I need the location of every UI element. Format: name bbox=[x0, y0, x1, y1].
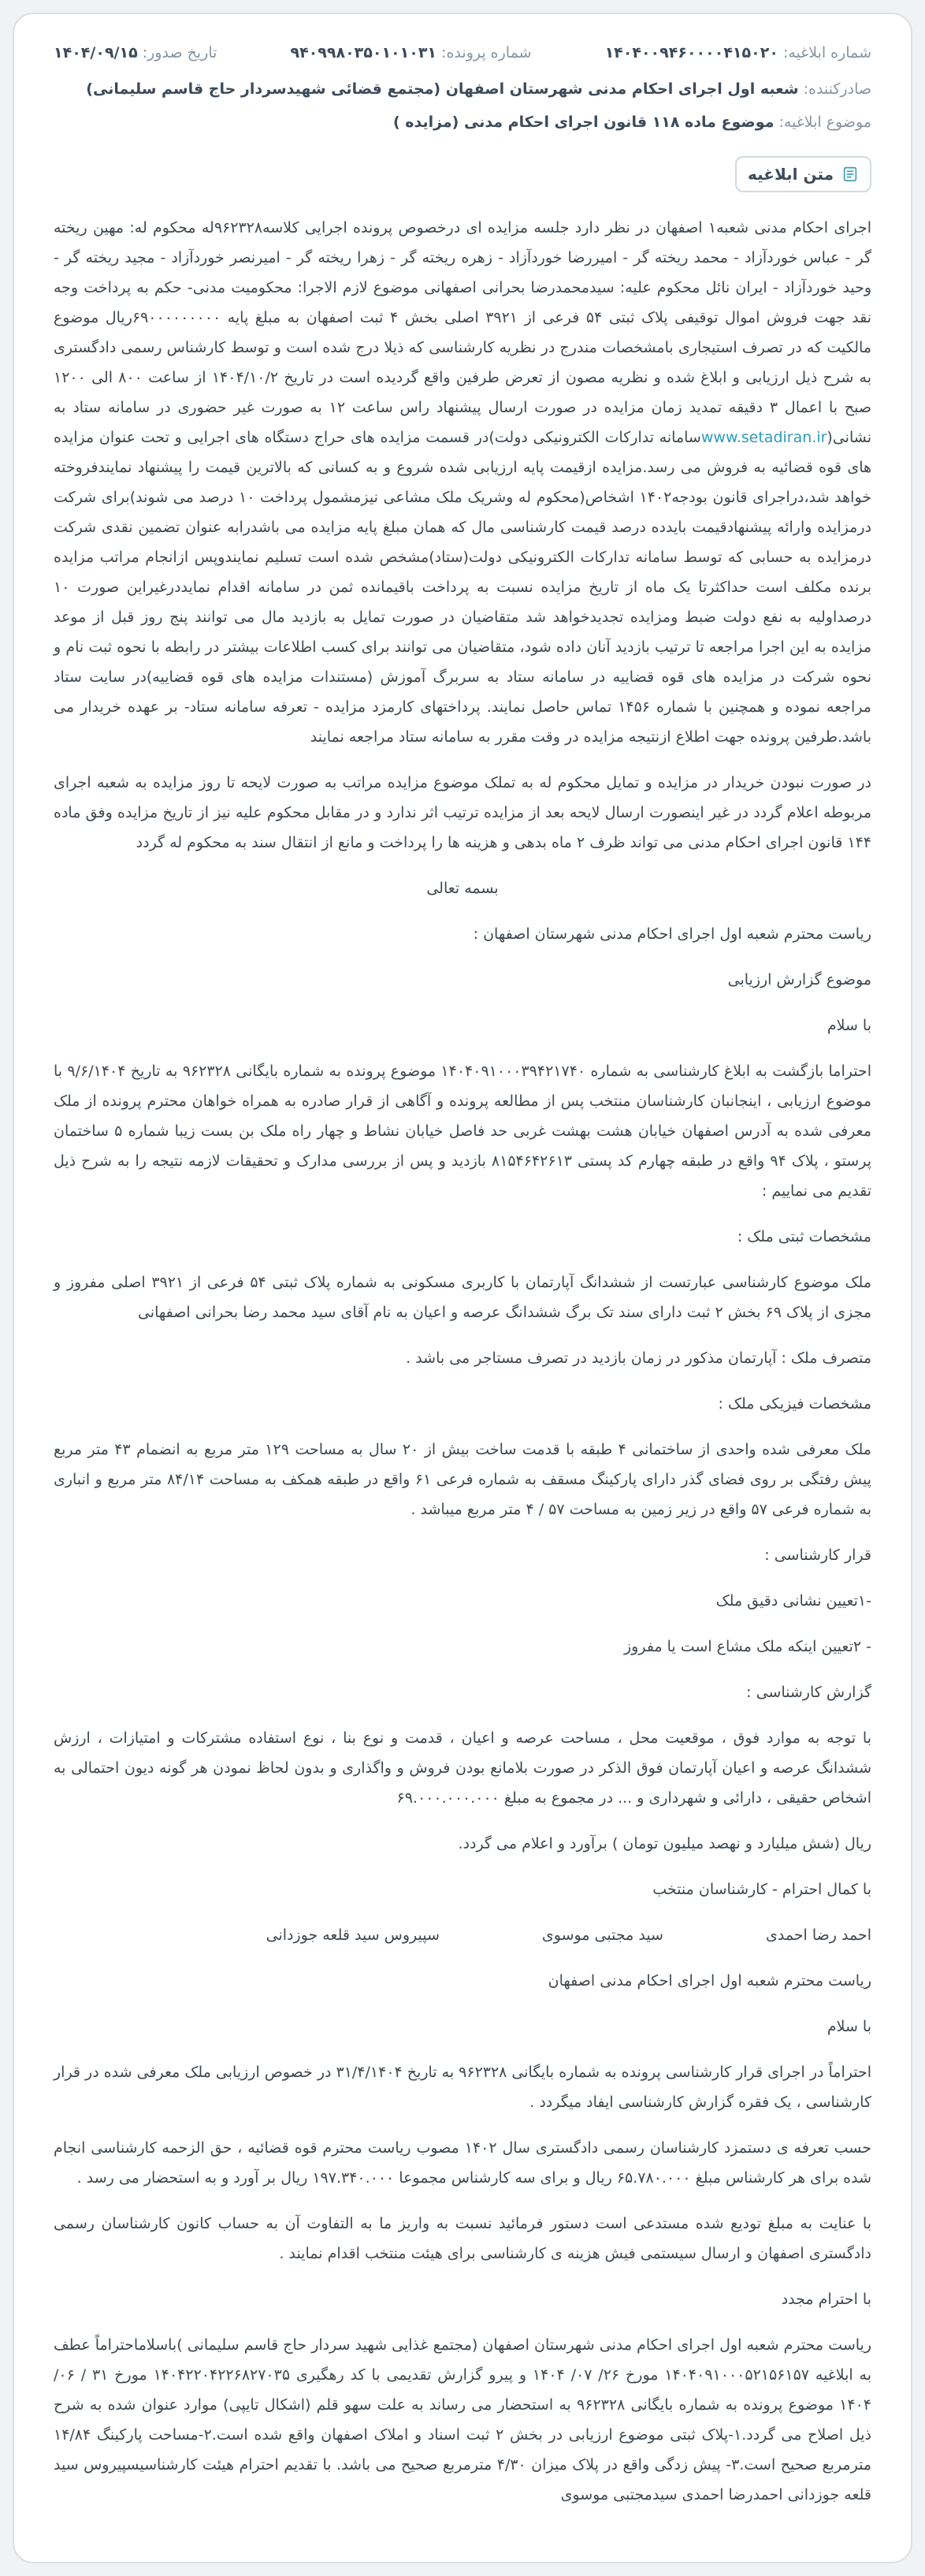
document-icon bbox=[841, 166, 859, 183]
expert-signature: احمد رضا احمدی bbox=[765, 1926, 871, 1944]
registry-specs-paragraph: ملک موضوع کارشناسی عبارتست از ششدانگ آپارتمان با کاربری مسکونی به شماره پلاک ثبتی ۵۴ فرعی از ۳۹۲۱ اصلی مفروز و مجزی از پلاک ۶۹ بخش ۲ ثبت دارای سند تک برگ ششدانگ عرصه و اعیان به نام آقای سید محمد رضا بحرانی اصفهانی bbox=[54, 1274, 872, 1321]
auction-notice-paragraph bbox=[54, 213, 871, 752]
notice-text-section-header bbox=[735, 156, 871, 192]
notification-card bbox=[13, 13, 912, 2563]
salutation: با سلام bbox=[827, 1017, 871, 1034]
subject-line bbox=[54, 107, 871, 137]
experts-signatures-row bbox=[54, 1920, 871, 1950]
correction-paragraph: ریاست محترم شعبه اول اجرای احکام مدنی شهرستان اصفهان (مجتمع غذایی شهید سردار حاج قاسم سلیمانی )باسلاماحتراماً عطف به ابلاغیه ۱۴۰۴۰۹۱۰۰۰۵۲۱۵۶۱۵۷ مورخ ۲۶/ ۰۷/ ۱۴۰۴ و پیرو گزارش تقدیمی با کد رهگیری ۱۴۰۴۲۲۰۴۲۲۶۸۲۷۰۳۵ مورخ ۳۱ / ۰۶/ ۱۴۰۴ موضوع پرونده به شماره بایگانی ۹۶۲۳۲۸ به استحضار می رساند به علت سهو قلم (اشکال تایپی) موارد عنوان شده به شرح ذیل اصلاح می گردد.۱-پلاک ثبتی موضوع ارزیابی در بخش ۲ ثبت اسناد و املاک اصفهان واقع شده است.۲-مساحت پارکینگ ۱۴/۸۴ مترمربع صحیح است.۳- پیش زدگی واقع در پلاک میزان ۴/۳۰ مترمربع صحیح می باشد. با تقدیم احترام هیئت کارشناسیسپیروس سید قلعه جوزدانی احمدرضا احمدی سیدمجتبی موسوی bbox=[54, 2336, 871, 2503]
expert-report-heading: گزارش کارشناسی : bbox=[746, 1684, 871, 1701]
registry-specs-heading: مشخصات ثبتی ملک : bbox=[737, 1228, 871, 1245]
valuation-paragraph: با توجه به موارد فوق ، موقعیت محل ، مساحت عرصه و اعیان ، قدمت و نوع بنا ، نوع استفاده مشترکات و امتیازات ، ارزش ششدانگ عرصه و اعیان آپارتمان فوق الذکر در صورت بلامانع بودن فروش و واگذاری و بدون لحاظ نمودن هر گونه دیون احتمالی به اشخاص حقیقی ، دارائی و شهرداری و ... در مجموع به مبلغ ۶۹.۰۰۰.۰۰۰.۰۰۰ bbox=[54, 1729, 871, 1807]
case-number bbox=[290, 44, 531, 61]
second-recipient-heading: ریاست محترم شعبه اول اجرای احکام مدنی اصفهان bbox=[548, 1972, 871, 1990]
experts-respect-line: با کمال احترام - کارشناسان منتخب bbox=[652, 1881, 871, 1898]
physical-specs-paragraph: ملک معرفی شده واحدی از ساختمانی ۴ طبقه با قدمت ساخت بیش از ۲۰ سال به مساحت ۱۲۹ متر مربع به انضمام ۴۳ متر مربع پیش رفتگی بر روی فضای گذر دارای پارکینگ مسقف به شماره فرعی ۶۱ واقع در طبقه همکف به مساحت ۸۴/۱۴ متر مربع و انباری به شماره فرعی ۵۷ واقع در زیر زمین به مساحت ۵۷ / ۴ متر مربع میباشد . bbox=[54, 1441, 871, 1518]
occupant-paragraph: متصرف ملک : آپارتمان مذکور در زمان بازدید در تصرف مستاجر می باشد . bbox=[406, 1349, 871, 1367]
notice-number-label: شماره ابلاغیه: bbox=[782, 44, 871, 61]
case-number-label: شماره پرونده: bbox=[441, 44, 532, 61]
basmala: بسمه تعالی bbox=[426, 880, 499, 897]
issuer-value: شعبه اول اجرای احکام مدنی شهرستان اصفهان (مجتمع قضائی شهیدسردار حاج قاسم سلیمانی) bbox=[86, 80, 799, 98]
meta-header-row bbox=[54, 44, 871, 61]
physical-specs-heading: مشخصات فیزیکی ملک : bbox=[718, 1395, 871, 1413]
notice-text-section-title: متن ابلاغیه bbox=[747, 165, 834, 184]
fee-deposit-paragraph: با عنایت به مبلغ تودیع شده مستدعی است دستور فرمائید نسبت به واریز ما به التفاوت آن به حساب کانون کارشناسان رسمی دادگستری اصفهان و ارسال سیستمی فیش هزینه ی کارشناسی برای هیئت منتخب اقدام نمایند . bbox=[54, 2215, 871, 2262]
paragraph-text: سامانه تدارکات الکترونیکی دولت)در قسمت مزایده های حراج دستگاه های اجرایی و تحت عنوان مزایده های قوه قضائیه به فروش می رسد.مزایده ازقیمت پایه ارزیابی شده شروع و به کسانی که بالاترین قیمت را پیشنهاد نمایندفروخته خواهد شد،دراجرای قانون بودجه۱۴۰۲ اشخاص(محکوم له وشریک ملک مشاعی نیزمشمول پرداخت ۱۰ درصد می شوند)برای شرکت درمزایده وارائه پیشنهادقیمت بایدده درصد قیمت کارشناسی مال که همان مبلغ پایه مزایده می باشدرابه عنوان تضمین نقدی شرکت درمزایده به حسابی که توسط سامانه تدارکات الکترونیکی دولت(ستاد)مشخص شده است تسلیم نمایندوپس ازانجام مراتب مزایده برنده مکلف است حداکثرتا یک ماه از تاریخ مزایده نسبت به پرداخت باقیمانده ثمن در سامانه اقدام نمایددرغیراین صورت ۱۰ درصداولیه به نفع دولت ضبط ومزایده تجدیدخواهد شد متقاضیان در صورت تمایل به بازدید مال می توانند پنج روز قبل از موعد مزایده به این اجرا مراجعه تا ترتیب بازدید آنان داده شود، متقاضیان می توانند برای کسب اطلاعات بیشتر در رابطه با نحوه ثبت نام و نحوه شرکت در مزایده های قوه قضاییه در سامانه ستاد به سربرگ آموزش (مستندات مزایده های قوه قضاییه)در سایت ستاد مراجعه نموده و همچنین با شماره ۱۴۵۶ تماس حاصل نمایند. پرداختهای کارمزد مزایده - تعرفه سامانه ستاد- بر عهده خریدار می باشد.طرفین پرونده جهت اطلاع ازنتیجه مزایده در وقت مقرر به سامانه ستاد مراجعه نمایند bbox=[54, 429, 872, 746]
issue-date bbox=[54, 44, 217, 61]
notice-body bbox=[54, 213, 871, 2510]
case-number-value: ۹۴۰۹۹۸۰۳۵۰۱۰۱۰۳۱ bbox=[290, 44, 437, 61]
order-item-1: -۱تعیین نشانی دقیق ملک bbox=[715, 1592, 871, 1610]
expert-signature: سپیروس سید قلعه جوزدانی bbox=[266, 1926, 440, 1944]
report-subject: موضوع گزارش ارزیابی bbox=[727, 971, 871, 988]
issuer-label: صادرکننده: bbox=[803, 80, 871, 98]
paragraph-text: اجرای احکام مدنی شعبه۱ اصفهان در نظر دارد جلسه مزایده ای درخصوص پرونده اجرایی کلاسه۹۶۲۳۲۸له محکوم له: مهین ریخته گر - عباس خوردآزاد - محمد ریخته گر - امیررضا خوردآزاد - زهره ریخته گر - زهرا ریخته گر - امیرنصر خوردآزاد - مجید ریخته گر - وحید خوردآزاد - ایران نائل محکوم علیه: سیدمحمدرضا بحرانی اصفهانی موضوع لازم الاجرا: محکومیت مدنی- حکم به پرداخت وجه نقد جهت فروش اموال توقیفی پلاک ثبتی ۵۴ فرعی از ۳۹۲۱ اصلی بخش ۴ ثبت اصفهان به مبلغ پایه ۶۹۰۰۰۰۰۰۰۰۰ریال موضوع مالکیت که در تصرف استیجاری بامشخصات مندرج در نظریه کارشناسی که ذیلا درج شده است و توسط کارشناس رسمی دادگستری به شرح ذیل ارزیابی و ابلاغ شده و نظریه مصون از تعرض طرفین واقع گردیده است در تاریخ ۱۴۰۴/۱۰/۲ از ساعت ۸۰۰ الی ۱۲۰۰ صبح با اعمال ۳ دقیقه تمدید زمان مزایده در صورت ارسال پیشنهاد راس ساعت ۱۲ به صورت غیر حضوری در سامانه ستاد به نشانی( bbox=[54, 219, 872, 446]
order-item-2: - ۲تعیین اینکه ملک مشاع است یا مفروز bbox=[623, 1638, 871, 1655]
regards-line: با احترام مجدد bbox=[781, 2291, 871, 2308]
subject-value: موضوع ماده ۱۱۸ قانون اجرای احکام مدنی (مزایده ) bbox=[392, 114, 775, 131]
report-recipient-heading: ریاست محترم شعبه اول اجرای احکام مدنی شهرستان اصفهان : bbox=[473, 925, 871, 943]
inspection-intro-paragraph: احتراما بازگشت به ابلاغ کارشناسی به شماره ۱۴۰۴۰۹۱۰۰۰۳۹۴۲۱۷۴۰ موضوع پرونده به شماره بایگانی ۹۶۲۳۲۸ به تاریخ ۹/۶/۱۴۰۴ با موضوع ارزیابی ، اینجانبان کارشناسان منتخب پس از مطالعه پرونده و آگاهی از قرار صادره به همراه خواهان محترم پرونده از ملک معرفی شده به آدرس اصفهان خیابان هشت بهشت غربی حد فاصل خیابان نشاط و چهار راه ملک بن بست زیبا شماره ۵ ساختمان پرستو ، پلاک ۹۴ واقع در طبقه چهارم کد پستی ۸۱۵۴۶۴۲۶۱۳ بازدید و پس از بررسی مدارک و تحقیقات لازمه نتیجه را به شرح ذیل تقدیم می نماییم : bbox=[54, 1063, 872, 1200]
fee-tariff-paragraph: حسب تعرفه ی دستمزد کارشناسان رسمی دادگستری سال ۱۴۰۲ مصوب ریاست محترم قوه قضائیه ، حق الزحمه کارشناسی انجام شده برای هر کارشناس مبلغ ۶۵.۷۸۰.۰۰۰ ریال و برای سه کارشناس مجموعا ۱۹۷.۳۴۰.۰۰۰ ریال بر آورد و به استحضار می رسد . bbox=[54, 2139, 871, 2187]
issue-date-label: تاریخ صدور: bbox=[142, 44, 217, 61]
setadiran-link[interactable]: www.setadiran.ir bbox=[700, 429, 827, 446]
notice-number bbox=[605, 44, 871, 61]
expert-order-heading: قرار کارشناسی : bbox=[764, 1547, 871, 1564]
valuation-amount-words: ریال (شش میلیارد و نهصد میلیون تومان ) برآورد و اعلام می گردد. bbox=[458, 1835, 871, 1852]
no-buyer-paragraph: در صورت نبودن خریدار در مزایده و تمایل محکوم له به تملک موضوع مزایده مراتب به صورت لایحه تا روز مزایده به شعبه اجرای مربوطه اعلام گردد در غیر اینصورت ارسال لایحه بعد از مزایده ترتیب اثر ندارد و در مقابل محکوم علیه نیز از تاریخ مزایده وفق ماده ۱۴۴ قانون اجرای احکام مدنی می تواند ظرف ۲ ماه بدهی و هزینه ها را پرداخت و مانع از انتقال سند به محکوم له گردد bbox=[54, 774, 871, 851]
notice-number-value: ۱۴۰۴۰۰۹۴۶۰۰۰۰۴۱۵۰۲۰ bbox=[604, 44, 778, 61]
expert-signature: سید مجتبی موسوی bbox=[541, 1926, 663, 1944]
report-submission-paragraph: احتراماً در اجرای قرار کارشناسی پرونده به شماره بایگانی ۹۶۲۳۲۸ به تاریخ ۳۱/۴/۱۴۰۴ در خصوص ارزیابی ملک معرفی شده در قرار کارشناسی ، یک فقره گزارش کارشناسی ایفاد میگردد . bbox=[53, 2064, 871, 2111]
issuer-line bbox=[54, 74, 871, 104]
salutation-2: با سلام bbox=[827, 2018, 871, 2035]
issue-date-value: ۱۴۰۴/۰۹/۱۵ bbox=[54, 44, 138, 61]
subject-label: موضوع ابلاغیه: bbox=[778, 114, 871, 131]
